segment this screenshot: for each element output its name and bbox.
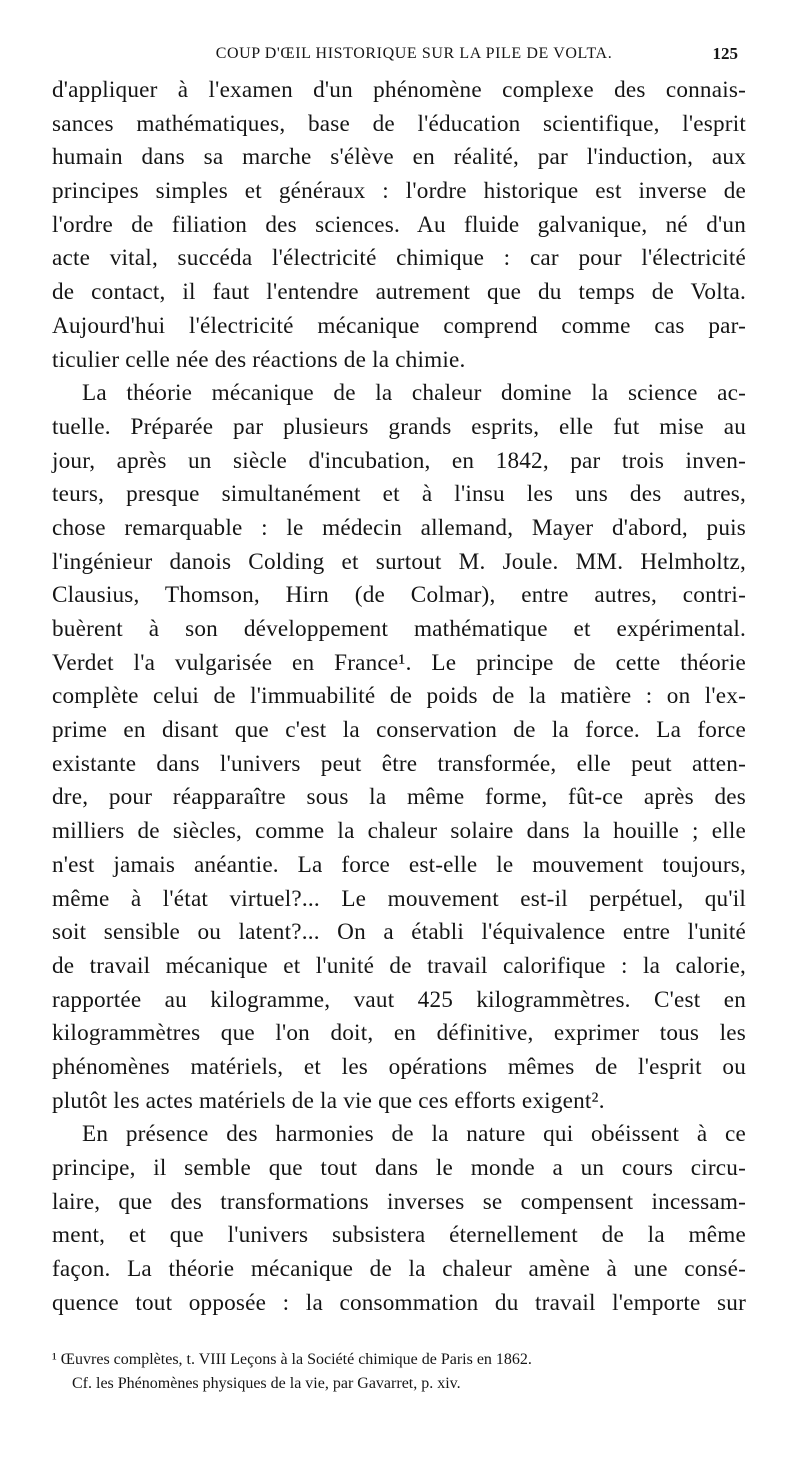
text-line: sances mathématiques, base de l'éducation scientifique, l'esprit <box>52 110 746 137</box>
text-line: l'ordre de filiation des sciences. Au fluide galvanique, né d'un <box>52 211 746 238</box>
text-line: jour, après un siècle d'incubation, en 1842, par trois inven- <box>52 447 746 474</box>
text-line: milliers de siècles, comme la chaleur solaire dans la houille ; elle <box>52 818 746 845</box>
text-line: phénomènes matériels, et les opérations mêmes de l'esprit ou <box>52 1053 746 1080</box>
footnotes <box>52 1348 746 1396</box>
text-line: de travail mécanique et l'unité de travail calorifique : la calorie, <box>52 952 746 979</box>
text-line: Aujourd'hui l'électricité mécanique comprend comme cas par- <box>52 312 746 339</box>
text-line: prime en disant que c'est la conservation de la force. La force <box>52 717 746 744</box>
text-line: quence tout opposée : la consommation du travail l'emporte sur <box>52 1289 746 1316</box>
text-line: kilogrammètres que l'on doit, en définitive, exprimer tous les <box>52 1020 746 1047</box>
text-line: acte vital, succéda l'électricité chimique : car pour l'électricité <box>52 245 746 272</box>
text-line: complète celui de l'immuabilité de poids de la matière : on l'ex- <box>52 683 746 710</box>
text-line: La théorie mécanique de la chaleur domine la science ac- <box>82 380 746 407</box>
text-line: existante dans l'univers peut être transformée, elle peut atten- <box>52 750 746 777</box>
text-line: Clausius, Thomson, Hirn (de Colmar), entre autres, contri- <box>52 582 746 609</box>
text-line: plutôt les actes matériels de la vie que ces efforts exigent². <box>52 1087 605 1114</box>
text-line: soit sensible ou latent?... On a établi l'équivalence entre l'unité <box>52 919 746 946</box>
text-line: principes simples et généraux : l'ordre historique est inverse de <box>52 178 746 205</box>
text-line: tuelle. Préparée par plusieurs grands esprits, elle fut mise au <box>52 413 746 440</box>
text-line: même à l'état virtuel?... Le mouvement est-il perpétuel, qu'il <box>52 885 746 912</box>
text-line: laire, que des transformations inverses se compensent incessam- <box>52 1188 746 1215</box>
footnote-1: ¹ Œuvres complètes, t. VIII Leçons à la Société chimique de Paris en 1862. <box>52 1351 532 1368</box>
page <box>52 34 746 1320</box>
page-number: 125 <box>712 44 738 63</box>
text-line: principe, il semble que tout dans le monde a un cours circu- <box>52 1155 746 1181</box>
text-line: buèrent à son développement mathématique et expérimental. <box>52 616 746 642</box>
text-line: ment, et que l'univers subsistera éternellement de la même <box>52 1222 746 1249</box>
text-line: humain dans sa marche s'élève en réalité, par l'induction, aux <box>52 144 746 171</box>
text-line: dre, pour réapparaître sous la même forme, fût-ce après des <box>52 784 746 811</box>
footnote-2: Cf. les Phénomènes physiques de la vie, par Gavarret, p. xiv. <box>72 1375 461 1392</box>
running-title: COUP D'ŒIL HISTORIQUE SUR LA PILE DE VOLTA. <box>215 45 613 62</box>
text-line: Verdet l'a vulgarisée en France¹. Le principe de cette théorie <box>52 649 746 676</box>
text-line: chose remarquable : le médecin allemand, Mayer d'abord, puis <box>52 514 746 541</box>
running-head <box>52 34 746 74</box>
text-line: l'ingénieur danois Colding et surtout M. Joule. MM. Helmholtz, <box>52 548 746 575</box>
text-line: d'appliquer à l'examen d'un phénomène complexe des connais- <box>52 77 746 103</box>
text-line: n'est jamais anéantie. La force est-elle le mouvement toujours, <box>52 851 746 878</box>
text-line: rapportée au kilogramme, vaut 425 kilogrammètres. C'est en <box>52 986 746 1013</box>
text-line: ticulier celle née des réactions de la chimie. <box>52 346 466 373</box>
text-line: façon. La théorie mécanique de la chaleur amène à une consé- <box>52 1256 746 1283</box>
text-line: En présence des harmonies de la nature qui obéissent à ce <box>82 1121 746 1148</box>
text-line: de contact, il faut l'entendre autrement que du temps de Volta. <box>52 279 746 306</box>
text-line: teurs, presque simultanément et à l'insu les uns des autres, <box>52 481 746 508</box>
body-text <box>52 74 746 1320</box>
